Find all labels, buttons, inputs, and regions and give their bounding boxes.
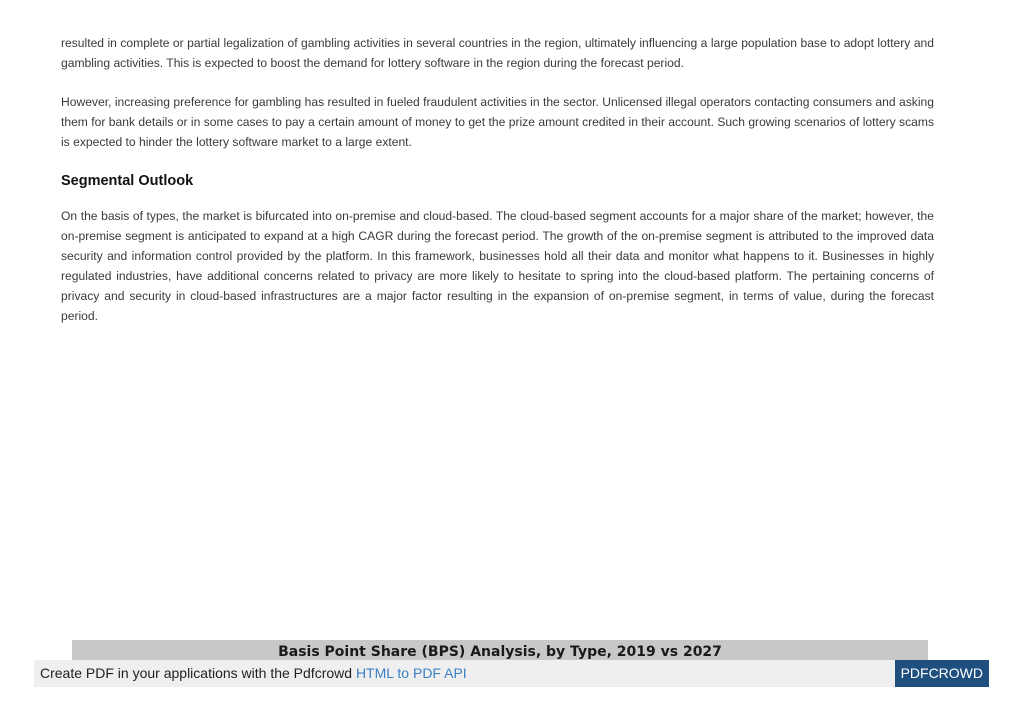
footer-text: Create PDF in your applications with the Pdfcrowd	[40, 665, 353, 681]
footer-message	[40, 665, 467, 681]
paragraph-segmental: On the basis of types, the market is bifurcated into on-premise and cloud-based. The cloud-based segment accounts for a major share of the market; however, the on-premise segment is anticipated to expand at a high CAGR during the forecast period. The growth of the on-premise segment is attributed to the improved data security and information control provided by the platform. In this framework, businesses hold all their data and monitor what happens to it. Businesses in highly regulated industries, have additional concerns related to privacy are more likely to hesitate to spring into the cloud-based platform. The pertaining concerns of privacy and security in cloud-based infrastructures are a major factor resulting in the expansion of on-premise segment, in terms of value, during the forecast period.	[61, 209, 934, 323]
paragraph-legalization: resulted in complete or partial legalization of gambling activities in several countries in the region, ultimately influencing a large population base to adopt lottery and gambling activities. This is expected to boost the demand for lottery software in the region during the forecast period.	[61, 36, 934, 70]
chart-header	[72, 640, 928, 660]
chart-title: Basis Point Share (BPS) Analysis, by Type, 2019 vs 2027	[278, 644, 722, 660]
html-to-pdf-link[interactable]: HTML to PDF API	[355, 665, 467, 681]
article-body	[61, 33, 934, 345]
paragraph-fraud: However, increasing preference for gambling has resulted in fueled fraudulent activities in the sector. Unlicensed illegal operators contacting consumers and asking them for bank details or in some cases to pay a certain amount of money to get the prize amount credited in their account. Such growing scenarios of lottery scams is expected to hinder the lottery software market to a large extent.	[61, 95, 934, 149]
section-heading: Segmental Outlook	[61, 173, 194, 189]
pdfcrowd-button[interactable]: PDFCROWD	[895, 660, 989, 687]
pdfcrowd-footer	[34, 660, 989, 687]
